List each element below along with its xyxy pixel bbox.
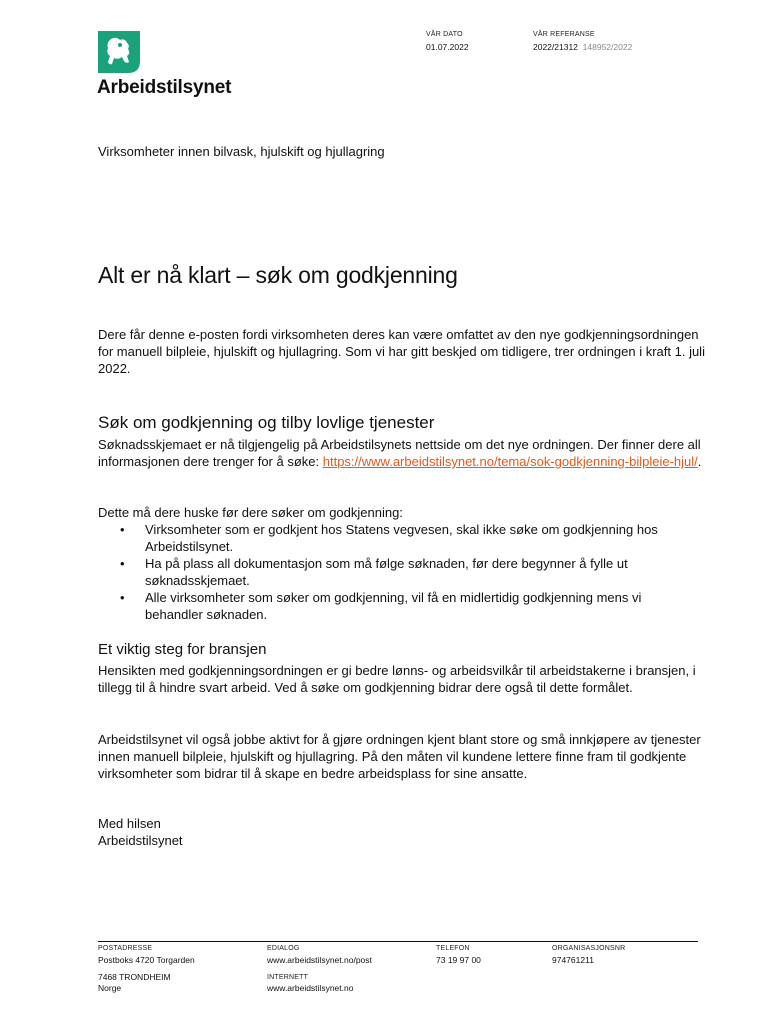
footer-edialog-label: EDIALOG bbox=[267, 945, 300, 952]
requirements-list bbox=[98, 521, 698, 623]
list-item: • Ha på plass all dokumentasjon som må følge søknaden, før dere begynner å fylle ut søknadsskjemaet. bbox=[98, 555, 698, 589]
section2-paragraph-1: Hensikten med godkjenningsordningen er gi bedre lønns- og arbeidsvilkår til arbeidstakerne i bransjen, i tillegg til å hindre svart arbeid. Ved å søke om godkjenning bidrar dere også til dette formålet. bbox=[98, 663, 696, 695]
list-intro: Dette må dere huske før dere søker om godkjenning: bbox=[98, 505, 403, 520]
application-link[interactable]: https://www.arbeidstilsynet.no/tema/sok-godkjenning-bilpleie-hjul/ bbox=[322, 454, 698, 469]
recipient-line: Virksomheter innen bilvask, hjulskift og hjullagring bbox=[98, 144, 385, 159]
footer-divider bbox=[98, 941, 698, 942]
closing-sender: Arbeidstilsynet bbox=[98, 833, 183, 848]
reference-number: 2022/21312 bbox=[533, 42, 578, 52]
section1-after-link: . bbox=[697, 454, 702, 469]
section1-heading: Søk om godkjenning og tilby lovlige tjenester bbox=[98, 413, 435, 432]
footer-org-value: 974761211 bbox=[552, 955, 594, 965]
intro-paragraph: Dere får denne e-posten fordi virksomheten deres kan være omfattet av den nye godkjenningsordningen for manuell bilpleie, hjulskift og hjullagring. Som vi har gitt beskjed om tidligere, trer ordningen i kraft 1. juli 2022. bbox=[98, 327, 705, 376]
document-title: Alt er nå klart – søk om godkjenning bbox=[98, 262, 458, 288]
footer-edialog-link[interactable]: www.arbeidstilsynet.no/post bbox=[267, 955, 372, 965]
footer-post-line1: Postboks 4720 Torgarden bbox=[98, 955, 195, 965]
footer-org-label: ORGANISASJONSNR bbox=[552, 945, 626, 952]
closing-greeting: Med hilsen bbox=[98, 816, 161, 831]
footer-post-label: POSTADRESSE bbox=[98, 945, 153, 952]
footer-phone-value: 73 19 97 00 bbox=[436, 955, 481, 965]
section2-paragraph-2: Arbeidstilsynet vil også jobbe aktivt for å gjøre ordningen kjent blant store og små innkjøpere av tjenester innen manuell bilpleie, hjulskift og hjullagring. På den måten vil kundene lettere finne fram til godkjente virksomheter som bidrar til å skape en bedre arbeidsplass for sine ansatte. bbox=[98, 732, 701, 781]
section1-text: Søknadsskjemaet er nå tilgjengelig på Arbeidstilsynets nettside om det nye ordningen. Der finner dere all informasjonen dere trenger for å søke: bbox=[98, 437, 701, 469]
section1-paragraph bbox=[98, 436, 710, 470]
reference-secondary: 148952/2022 bbox=[582, 42, 633, 52]
list-item: • Alle virksomheter som søker om godkjenning, vil få en midlertidig godkjenning mens vi behandler søknaden. bbox=[98, 589, 698, 623]
lion-logo-icon bbox=[98, 31, 140, 73]
date-label: VÅR DATO bbox=[426, 31, 463, 38]
footer-post-line3: Norge bbox=[98, 983, 122, 993]
footer-internet-label: INTERNETT bbox=[267, 974, 309, 981]
footer-post-line2: 7468 TRONDHEIM bbox=[98, 972, 171, 982]
footer-internet-link[interactable]: www.arbeidstilsynet.no bbox=[267, 983, 354, 993]
section2-heading: Et viktig steg for bransjen bbox=[98, 641, 267, 658]
logo-wordmark: Arbeidstilsynet bbox=[97, 77, 232, 98]
list-item: • Virksomheter som er godkjent hos Statens vegvesen, skal ikke søke om godkjenning hos Arbeidstilsynet. bbox=[98, 521, 698, 555]
reference-label: VÅR REFERANSE bbox=[533, 31, 595, 38]
footer-phone-label: TELEFON bbox=[436, 945, 470, 952]
date-value: 01.07.2022 bbox=[426, 42, 469, 52]
reference-value bbox=[533, 42, 632, 52]
